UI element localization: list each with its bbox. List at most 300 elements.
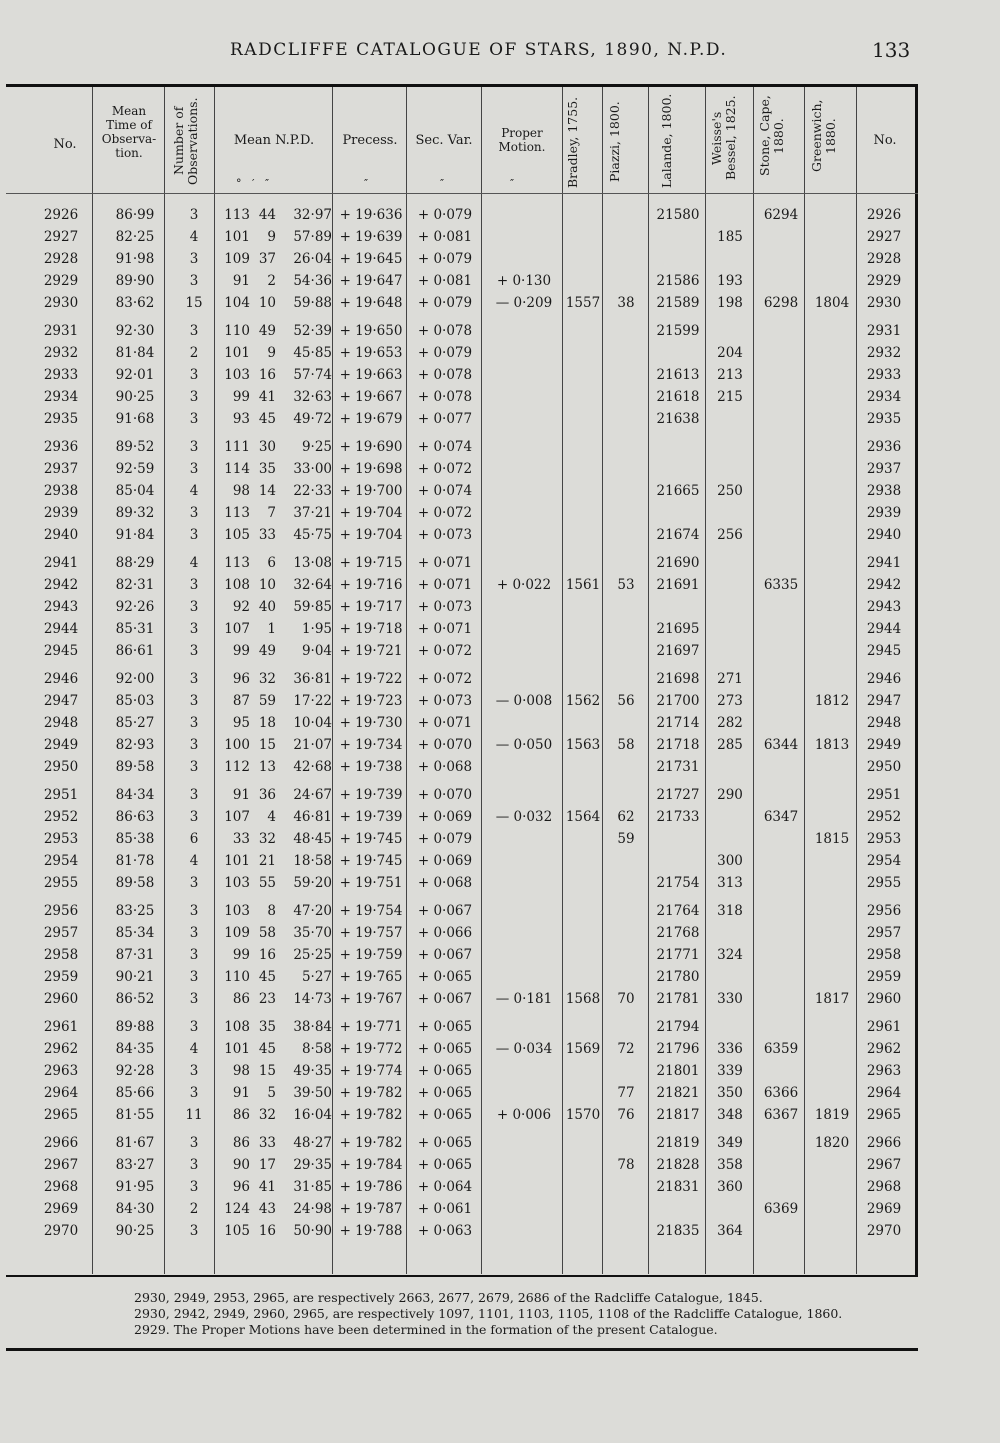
table-row bbox=[0, 251, 1000, 273]
npd-degrees: 96 bbox=[232, 671, 250, 687]
weisse-ref: 300 bbox=[717, 853, 743, 869]
weisse-ref: 313 bbox=[717, 875, 743, 891]
npd-degrees: 110 bbox=[224, 323, 250, 339]
npd-minutes: 49 bbox=[258, 323, 276, 339]
star-number-right: 2943 bbox=[866, 599, 902, 615]
lalande-ref: 21831 bbox=[656, 1179, 700, 1195]
npd-minutes: 55 bbox=[258, 875, 276, 891]
proper-motion: — 0·008 bbox=[495, 693, 553, 709]
header-no: No. bbox=[53, 137, 77, 152]
mean-time: 86·61 bbox=[115, 643, 155, 659]
precession: + 19·718 bbox=[339, 621, 403, 637]
table-row bbox=[0, 295, 1000, 317]
proper-motion: + 0·006 bbox=[496, 1107, 552, 1123]
table-row bbox=[0, 229, 1000, 251]
stone-ref: 6298 bbox=[763, 295, 799, 311]
star-number: 2967 bbox=[43, 1157, 79, 1173]
npd-minutes: 44 bbox=[258, 207, 276, 223]
star-number-right: 2944 bbox=[866, 621, 902, 637]
star-number: 2970 bbox=[43, 1223, 79, 1239]
npd-degrees: 109 bbox=[224, 251, 250, 267]
secular-variation: + 0·070 bbox=[417, 737, 473, 753]
header-weisse-bessel: Weisse's Bessel, 1825. bbox=[709, 95, 738, 181]
observation-count: 3 bbox=[189, 461, 199, 477]
npd-seconds: 48·45 bbox=[293, 831, 332, 847]
star-number-right: 2936 bbox=[866, 439, 902, 455]
secular-variation: + 0·074 bbox=[417, 483, 473, 499]
secular-variation: + 0·065 bbox=[417, 1085, 473, 1101]
npd-degrees: 86 bbox=[232, 1135, 250, 1151]
star-number: 2959 bbox=[43, 969, 79, 985]
npd-minutes: 58 bbox=[258, 925, 276, 941]
table-row bbox=[0, 737, 1000, 759]
observation-count: 3 bbox=[189, 577, 199, 593]
mean-time: 90·25 bbox=[115, 1223, 155, 1239]
proper-motion: — 0·034 bbox=[495, 1041, 553, 1057]
npd-degrees: 95 bbox=[232, 715, 250, 731]
npd-seconds: 8·58 bbox=[301, 1041, 332, 1057]
star-number-right: 2951 bbox=[866, 787, 902, 803]
table-row bbox=[0, 207, 1000, 229]
npd-minutes: 18 bbox=[258, 715, 276, 731]
star-number: 2940 bbox=[43, 527, 79, 543]
npd-minutes: 10 bbox=[258, 577, 276, 593]
mean-time: 85·31 bbox=[115, 621, 155, 637]
observation-count: 3 bbox=[189, 251, 199, 267]
observation-count: 3 bbox=[189, 809, 199, 825]
star-number: 2946 bbox=[43, 671, 79, 687]
table-row bbox=[0, 1157, 1000, 1179]
npd-minutes: 45 bbox=[258, 411, 276, 427]
star-number-right: 2959 bbox=[866, 969, 902, 985]
star-number-right: 2956 bbox=[866, 903, 902, 919]
npd-degrees: 101 bbox=[224, 853, 250, 869]
mean-time: 81·55 bbox=[115, 1107, 155, 1123]
star-number: 2951 bbox=[43, 787, 79, 803]
precession: + 19·730 bbox=[339, 715, 403, 731]
star-number-right: 2946 bbox=[866, 671, 902, 687]
star-number-right: 2931 bbox=[866, 323, 902, 339]
secular-variation: + 0·079 bbox=[417, 207, 473, 223]
table-row bbox=[0, 1201, 1000, 1223]
npd-seconds: 26·04 bbox=[293, 251, 332, 267]
npd-degrees: 98 bbox=[232, 483, 250, 499]
npd-seconds: 59·20 bbox=[293, 875, 332, 891]
observation-count: 3 bbox=[189, 323, 199, 339]
npd-seconds: 54·36 bbox=[293, 273, 332, 289]
precession: + 19·788 bbox=[339, 1223, 403, 1239]
weisse-ref: 348 bbox=[717, 1107, 743, 1123]
npd-seconds: 36·81 bbox=[293, 671, 332, 687]
star-number: 2934 bbox=[43, 389, 79, 405]
star-number: 2932 bbox=[43, 345, 79, 361]
star-number: 2945 bbox=[43, 643, 79, 659]
observation-count: 3 bbox=[189, 715, 199, 731]
weisse-ref: 358 bbox=[717, 1157, 743, 1173]
npd-seconds: 25·25 bbox=[293, 947, 332, 963]
observation-count: 3 bbox=[189, 787, 199, 803]
precession: + 19·754 bbox=[339, 903, 403, 919]
star-number: 2936 bbox=[43, 439, 79, 455]
mean-time: 85·34 bbox=[115, 925, 155, 941]
star-number: 2929 bbox=[43, 273, 79, 289]
lalande-ref: 21697 bbox=[656, 643, 700, 659]
precession: + 19·767 bbox=[339, 991, 403, 1007]
star-number-right: 2963 bbox=[866, 1063, 902, 1079]
npd-minutes: 4 bbox=[267, 809, 276, 825]
star-number: 2931 bbox=[43, 323, 79, 339]
npd-minutes: 6 bbox=[267, 555, 276, 571]
npd-degrees: 110 bbox=[224, 969, 250, 985]
npd-degrees: 107 bbox=[224, 809, 250, 825]
star-number: 2941 bbox=[43, 555, 79, 571]
npd-degrees: 109 bbox=[224, 925, 250, 941]
footnote-proper-motions: 2929. The Proper Motions have been determined in the formation of the present Catalogue. bbox=[134, 1322, 718, 1337]
piazzi-ref: 38 bbox=[617, 295, 635, 311]
observation-count: 3 bbox=[189, 273, 199, 289]
npd-seconds: 24·98 bbox=[293, 1201, 332, 1217]
secular-variation: + 0·081 bbox=[417, 229, 473, 245]
star-number-right: 2942 bbox=[866, 577, 902, 593]
star-number: 2928 bbox=[43, 251, 79, 267]
secular-variation: + 0·068 bbox=[417, 875, 473, 891]
mean-time: 89·32 bbox=[115, 505, 155, 521]
table-row bbox=[0, 555, 1000, 577]
lalande-ref: 21796 bbox=[656, 1041, 700, 1057]
star-number: 2964 bbox=[43, 1085, 79, 1101]
lalande-ref: 21718 bbox=[656, 737, 700, 753]
secular-variation: + 0·081 bbox=[417, 273, 473, 289]
npd-seconds: 49·35 bbox=[293, 1063, 332, 1079]
npd-seconds: 9·25 bbox=[301, 439, 332, 455]
table-row bbox=[0, 483, 1000, 505]
npd-degrees: 99 bbox=[232, 947, 250, 963]
npd-minutes: 32 bbox=[258, 671, 276, 687]
star-number-right: 2947 bbox=[866, 693, 902, 709]
lalande-ref: 21731 bbox=[656, 759, 700, 775]
precession: + 19·704 bbox=[339, 505, 403, 521]
lalande-ref: 21700 bbox=[656, 693, 700, 709]
piazzi-ref: 78 bbox=[617, 1157, 635, 1173]
npd-minutes: 45 bbox=[258, 1041, 276, 1057]
star-number-right: 2938 bbox=[866, 483, 902, 499]
weisse-ref: 198 bbox=[717, 295, 743, 311]
mean-time: 89·58 bbox=[115, 759, 155, 775]
mean-time: 86·52 bbox=[115, 991, 155, 1007]
weisse-ref: 215 bbox=[717, 389, 743, 405]
npd-seconds: 32·97 bbox=[293, 207, 332, 223]
table-row bbox=[0, 1019, 1000, 1041]
table-row bbox=[0, 439, 1000, 461]
precession: + 19·786 bbox=[339, 1179, 403, 1195]
npd-degrees: 103 bbox=[224, 875, 250, 891]
header-lalande: Lalande, 1800. bbox=[659, 93, 674, 188]
precession: + 19·722 bbox=[339, 671, 403, 687]
mean-time: 82·31 bbox=[115, 577, 155, 593]
star-number-right: 2957 bbox=[866, 925, 902, 941]
precession: + 19·717 bbox=[339, 599, 403, 615]
npd-minutes: 16 bbox=[258, 367, 276, 383]
stone-ref: 6335 bbox=[763, 577, 799, 593]
precession: + 19·782 bbox=[339, 1085, 403, 1101]
npd-seconds: 49·72 bbox=[293, 411, 332, 427]
npd-degrees: 124 bbox=[224, 1201, 250, 1217]
secular-variation: + 0·071 bbox=[417, 577, 473, 593]
mean-time: 92·26 bbox=[115, 599, 155, 615]
npd-seconds: 17·22 bbox=[293, 693, 332, 709]
npd-degrees: 87 bbox=[232, 693, 250, 709]
mean-time: 90·21 bbox=[115, 969, 155, 985]
npd-minutes: 9 bbox=[267, 229, 276, 245]
npd-minutes: 32 bbox=[258, 1107, 276, 1123]
npd-degrees: 33 bbox=[232, 831, 250, 847]
npd-seconds: 16·04 bbox=[293, 1107, 332, 1123]
table-row bbox=[0, 345, 1000, 367]
table-row bbox=[0, 759, 1000, 781]
header-no-right: No. bbox=[873, 133, 897, 148]
star-number: 2969 bbox=[43, 1201, 79, 1217]
mean-time: 83·62 bbox=[115, 295, 155, 311]
secular-variation: + 0·067 bbox=[417, 903, 473, 919]
npd-seconds: 9·04 bbox=[301, 643, 332, 659]
precession: + 19·774 bbox=[339, 1063, 403, 1079]
npd-minutes: 33 bbox=[258, 1135, 276, 1151]
observation-count: 3 bbox=[189, 1063, 199, 1079]
observation-count: 3 bbox=[189, 759, 199, 775]
lalande-ref: 21727 bbox=[656, 787, 700, 803]
secular-variation: + 0·065 bbox=[417, 1157, 473, 1173]
observation-count: 2 bbox=[189, 1201, 199, 1217]
precession: + 19·645 bbox=[339, 251, 403, 267]
npd-degrees: 99 bbox=[232, 643, 250, 659]
star-number-right: 2940 bbox=[866, 527, 902, 543]
mean-time: 83·25 bbox=[115, 903, 155, 919]
table-row bbox=[0, 411, 1000, 433]
secular-variation: + 0·065 bbox=[417, 1019, 473, 1035]
header-stone-cape: Stone, Cape, 1880. bbox=[757, 95, 786, 177]
precession: + 19·723 bbox=[339, 693, 403, 709]
npd-seconds: 10·04 bbox=[293, 715, 332, 731]
bradley-ref: 1563 bbox=[565, 737, 601, 753]
observation-count: 3 bbox=[189, 367, 199, 383]
star-number: 2949 bbox=[43, 737, 79, 753]
star-number-right: 2962 bbox=[866, 1041, 902, 1057]
npd-minutes: 15 bbox=[258, 1063, 276, 1079]
npd-degrees: 113 bbox=[224, 555, 250, 571]
precession: + 19·738 bbox=[339, 759, 403, 775]
star-number-right: 2967 bbox=[866, 1157, 902, 1173]
mean-time: 87·31 bbox=[115, 947, 155, 963]
star-number-right: 2966 bbox=[866, 1135, 902, 1151]
npd-seconds: 29·35 bbox=[293, 1157, 332, 1173]
lalande-ref: 21764 bbox=[656, 903, 700, 919]
npd-minutes: 45 bbox=[258, 969, 276, 985]
star-number-right: 2929 bbox=[866, 273, 902, 289]
secular-variation: + 0·078 bbox=[417, 367, 473, 383]
npd-degrees: 86 bbox=[232, 991, 250, 1007]
header-precession-units: ″ bbox=[364, 177, 369, 190]
npd-seconds: 47·20 bbox=[293, 903, 332, 919]
mean-time: 85·66 bbox=[115, 1085, 155, 1101]
star-number-right: 2930 bbox=[866, 295, 902, 311]
table-row bbox=[0, 1107, 1000, 1129]
lalande-ref: 21638 bbox=[656, 411, 700, 427]
greenwich-ref: 1815 bbox=[814, 831, 850, 847]
piazzi-ref: 72 bbox=[617, 1041, 635, 1057]
table-row bbox=[0, 809, 1000, 831]
npd-minutes: 16 bbox=[258, 947, 276, 963]
star-number-right: 2965 bbox=[866, 1107, 902, 1123]
star-number: 2958 bbox=[43, 947, 79, 963]
npd-minutes: 41 bbox=[258, 389, 276, 405]
header-bradley: Bradley, 1755. bbox=[565, 96, 580, 188]
lalande-ref: 21580 bbox=[656, 207, 700, 223]
stone-ref: 6369 bbox=[763, 1201, 799, 1217]
weisse-ref: 282 bbox=[717, 715, 743, 731]
mean-time: 91·68 bbox=[115, 411, 155, 427]
star-number-right: 2968 bbox=[866, 1179, 902, 1195]
mean-time: 81·67 bbox=[115, 1135, 155, 1151]
observation-count: 3 bbox=[189, 411, 199, 427]
star-number: 2965 bbox=[43, 1107, 79, 1123]
table-row bbox=[0, 991, 1000, 1013]
mean-time: 91·98 bbox=[115, 251, 155, 267]
table-row bbox=[0, 969, 1000, 991]
secular-variation: + 0·072 bbox=[417, 461, 473, 477]
table-row bbox=[0, 527, 1000, 549]
precession: + 19·690 bbox=[339, 439, 403, 455]
secular-variation: + 0·079 bbox=[417, 345, 473, 361]
observation-count: 3 bbox=[189, 643, 199, 659]
header-number-of-observations: Number of Observations. bbox=[171, 97, 200, 185]
weisse-ref: 350 bbox=[717, 1085, 743, 1101]
observation-count: 3 bbox=[189, 969, 199, 985]
header-mean-time: Mean Time of Observa-tion. bbox=[101, 104, 157, 160]
npd-minutes: 23 bbox=[258, 991, 276, 1007]
precession: + 19·653 bbox=[339, 345, 403, 361]
lalande-ref: 21618 bbox=[656, 389, 700, 405]
npd-minutes: 13 bbox=[258, 759, 276, 775]
npd-minutes: 1 bbox=[267, 621, 276, 637]
star-number: 2968 bbox=[43, 1179, 79, 1195]
mean-time: 82·25 bbox=[115, 229, 155, 245]
lalande-ref: 21695 bbox=[656, 621, 700, 637]
mean-time: 81·84 bbox=[115, 345, 155, 361]
star-number: 2939 bbox=[43, 505, 79, 521]
npd-seconds: 48·27 bbox=[293, 1135, 332, 1151]
star-number: 2957 bbox=[43, 925, 79, 941]
table-row bbox=[0, 925, 1000, 947]
lalande-ref: 21698 bbox=[656, 671, 700, 687]
table-row bbox=[0, 599, 1000, 621]
mean-time: 92·59 bbox=[115, 461, 155, 477]
mean-time: 82·93 bbox=[115, 737, 155, 753]
star-number-right: 2945 bbox=[866, 643, 902, 659]
weisse-ref: 273 bbox=[717, 693, 743, 709]
weisse-ref: 318 bbox=[717, 903, 743, 919]
star-number: 2937 bbox=[43, 461, 79, 477]
npd-degrees: 107 bbox=[224, 621, 250, 637]
star-number-right: 2955 bbox=[866, 875, 902, 891]
proper-motion: + 0·022 bbox=[496, 577, 552, 593]
secular-variation: + 0·069 bbox=[417, 853, 473, 869]
mean-time: 91·84 bbox=[115, 527, 155, 543]
observation-count: 2 bbox=[189, 345, 199, 361]
star-number: 2926 bbox=[43, 207, 79, 223]
mean-time: 88·29 bbox=[115, 555, 155, 571]
secular-variation: + 0·072 bbox=[417, 671, 473, 687]
observation-count: 3 bbox=[189, 875, 199, 891]
footnote-1860: 2930, 2942, 2949, 2960, 2965, are respectively 1097, 1101, 1103, 1105, 1108 of the Radcliffe Catalogue, 1860. bbox=[134, 1306, 843, 1321]
stone-ref: 6294 bbox=[763, 207, 799, 223]
observation-count: 11 bbox=[185, 1107, 203, 1123]
secular-variation: + 0·061 bbox=[417, 1201, 473, 1217]
mean-time: 85·04 bbox=[115, 483, 155, 499]
mean-time: 84·34 bbox=[115, 787, 155, 803]
mean-time: 84·35 bbox=[115, 1041, 155, 1057]
piazzi-ref: 58 bbox=[617, 737, 635, 753]
observation-count: 4 bbox=[189, 483, 199, 499]
secular-variation: + 0·066 bbox=[417, 925, 473, 941]
precession: + 19·679 bbox=[339, 411, 403, 427]
precession: + 19·745 bbox=[339, 831, 403, 847]
star-number-right: 2950 bbox=[866, 759, 902, 775]
weisse-ref: 185 bbox=[717, 229, 743, 245]
weisse-ref: 250 bbox=[717, 483, 743, 499]
observation-count: 3 bbox=[189, 1157, 199, 1173]
npd-seconds: 21·07 bbox=[293, 737, 332, 753]
observation-count: 3 bbox=[189, 389, 199, 405]
precession: + 19·663 bbox=[339, 367, 403, 383]
observation-count: 3 bbox=[189, 527, 199, 543]
weisse-ref: 360 bbox=[717, 1179, 743, 1195]
piazzi-ref: 70 bbox=[617, 991, 635, 1007]
mean-time: 85·38 bbox=[115, 831, 155, 847]
table-row bbox=[0, 671, 1000, 693]
table-row bbox=[0, 389, 1000, 411]
precession: + 19·765 bbox=[339, 969, 403, 985]
secular-variation: + 0·069 bbox=[417, 809, 473, 825]
observation-count: 3 bbox=[189, 903, 199, 919]
lalande-ref: 21714 bbox=[656, 715, 700, 731]
secular-variation: + 0·065 bbox=[417, 1063, 473, 1079]
secular-variation: + 0·068 bbox=[417, 759, 473, 775]
npd-minutes: 59 bbox=[258, 693, 276, 709]
bottom-rule bbox=[6, 1348, 918, 1351]
observation-count: 3 bbox=[189, 925, 199, 941]
weisse-ref: 290 bbox=[717, 787, 743, 803]
lalande-ref: 21674 bbox=[656, 527, 700, 543]
npd-degrees: 96 bbox=[232, 1179, 250, 1195]
secular-variation: + 0·071 bbox=[417, 621, 473, 637]
mean-time: 92·00 bbox=[115, 671, 155, 687]
precession: + 19·734 bbox=[339, 737, 403, 753]
header-proper-motion-units: ″ bbox=[510, 177, 515, 190]
npd-minutes: 33 bbox=[258, 527, 276, 543]
bradley-ref: 1561 bbox=[565, 577, 601, 593]
star-number: 2938 bbox=[43, 483, 79, 499]
star-number-right: 2953 bbox=[866, 831, 902, 847]
lalande-ref: 21828 bbox=[656, 1157, 700, 1173]
greenwich-ref: 1812 bbox=[814, 693, 850, 709]
star-number-right: 2928 bbox=[866, 251, 902, 267]
precession: + 19·700 bbox=[339, 483, 403, 499]
proper-motion: — 0·050 bbox=[495, 737, 553, 753]
lalande-ref: 21821 bbox=[656, 1085, 700, 1101]
lalande-ref: 21780 bbox=[656, 969, 700, 985]
star-number: 2952 bbox=[43, 809, 79, 825]
stone-ref: 6347 bbox=[763, 809, 799, 825]
